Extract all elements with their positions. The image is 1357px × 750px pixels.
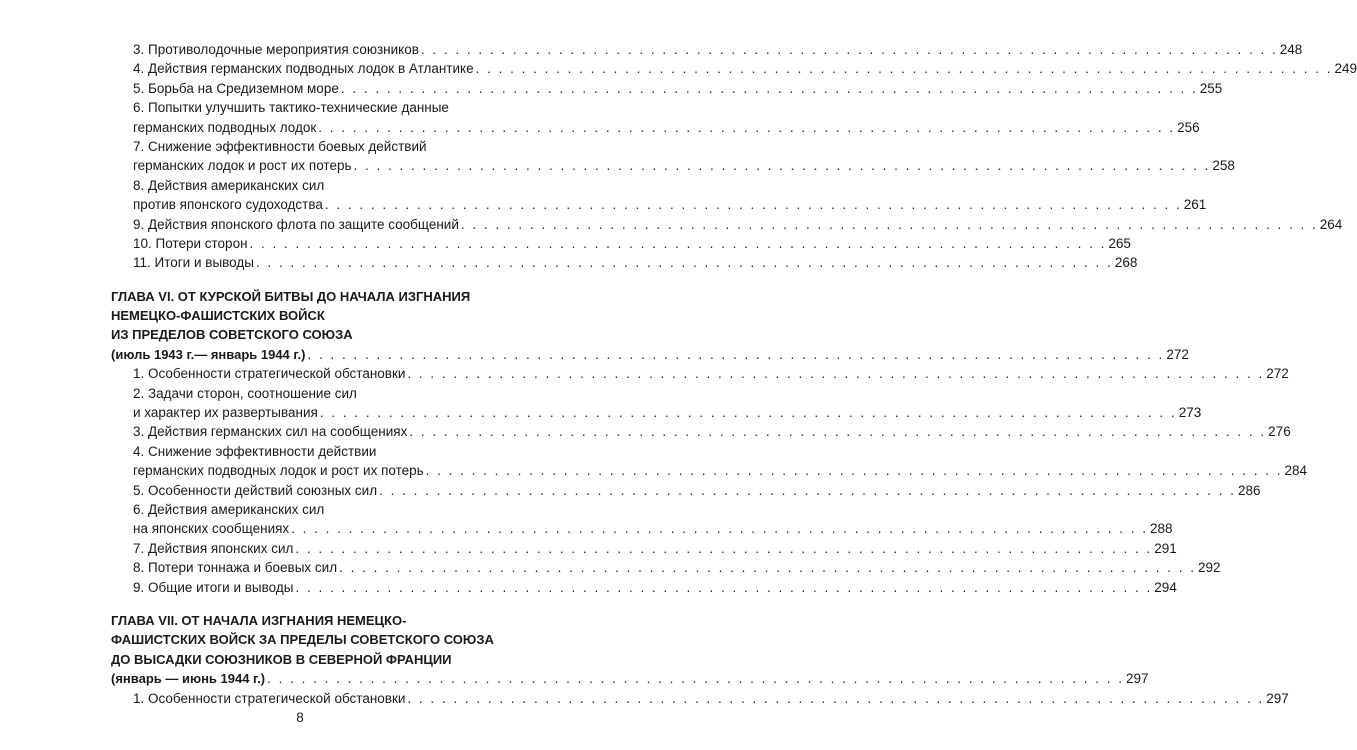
toc-leader-dots [341, 79, 1198, 98]
chapter-title-line: ИЗ ПРЕДЕЛОВ СОВЕТСКОГО СОЮЗА [111, 327, 353, 343]
chapter-period: (июль 1943 г.— январь 1944 г.) [111, 346, 306, 362]
toc-entry-title-line1: 6. Попытки улучшить тактико-технические данные [133, 100, 449, 116]
toc-entry-page: 273 [1178, 405, 1202, 421]
toc-entry [111, 519, 1173, 538]
toc-entry-page: 255 [1199, 80, 1223, 96]
toc-entry-title-line1: 7. Снижение эффективности боевых действий [133, 138, 427, 154]
chapter-period-entry [111, 669, 1149, 688]
toc-entry [111, 40, 1303, 59]
toc-entry-title-line1: 2. Задачи сторон, соотношение сил [133, 385, 357, 401]
toc-entry-title: германских подводных лодок и рост их потерь [133, 463, 424, 479]
toc-leader-dots [421, 40, 1278, 59]
toc-entry-page: 294 [1154, 579, 1177, 595]
toc-leader-dots [339, 558, 1196, 577]
toc-entry-page: 272 [1266, 366, 1289, 382]
toc-leader-dots [267, 669, 1124, 688]
toc-entry [111, 215, 1343, 234]
toc-leader-dots [250, 234, 1107, 253]
toc-entry-page: 297 [1125, 671, 1149, 687]
toc-entry-page: 249 [1334, 61, 1357, 77]
toc-entry-page: 258 [1212, 158, 1235, 174]
toc-leader-dots [409, 422, 1266, 441]
chapter-title-line: ФАШИСТСКИХ ВОЙСК ЗА ПРЕДЕЛЫ СОВЕТСКОГО СОЮЗА [111, 632, 494, 648]
toc-entry-title-line1: 8. Действия американских сил [133, 177, 325, 193]
toc-entry-page: 286 [1237, 482, 1261, 498]
toc-entry-page: 265 [1108, 235, 1131, 251]
toc-entry-title: 5. Борьба на Средиземном море [133, 80, 339, 96]
toc-entry [111, 118, 1200, 137]
toc-leader-dots [407, 364, 1264, 383]
toc-entry-title: 1. Особенности стратегической обстановки [133, 690, 406, 706]
toc-entry [111, 461, 1308, 480]
toc-entry-page: 264 [1319, 216, 1343, 232]
toc-entry-title: 3. Противолодочные мероприятия союзников [133, 42, 419, 57]
toc-leader-dots [461, 215, 1318, 234]
toc-entry-page: 261 [1183, 197, 1207, 213]
chapter-title-line: ГЛАВА VI. ОТ КУРСКОЙ БИТВЫ ДО НАЧАЛА ИЗГНАНИЯ [111, 288, 471, 304]
table-of-contents [111, 40, 1357, 708]
toc-leader-dots [379, 481, 1236, 500]
section-spacer [111, 597, 511, 611]
toc-entry-page: 256 [1177, 119, 1200, 135]
toc-entry-title: германских подводных лодок [133, 119, 317, 135]
toc-entry-title: на японских сообщениях [133, 521, 290, 537]
toc-entry-page: 292 [1197, 560, 1221, 576]
toc-entry-page: 284 [1284, 463, 1308, 479]
toc-entry-title: 8. Потери тоннажа и боевых сил [133, 560, 338, 576]
toc-entry-page: 276 [1268, 424, 1291, 440]
toc-leader-dots [325, 195, 1182, 214]
toc-entry [111, 195, 1207, 214]
chapter-title-line: НЕМЕЦКО-ФАШИСТСКИХ ВОЙСК [111, 308, 325, 324]
toc-leader-dots [318, 118, 1175, 137]
toc-entry [111, 689, 1289, 708]
toc-entry [111, 364, 1289, 383]
toc-entry [111, 558, 1221, 577]
chapter-title-line: ГЛАВА VII. ОТ НАЧАЛА ИЗГНАНИЯ НЕМЕЦКО- [111, 612, 407, 628]
toc-leader-dots [354, 156, 1211, 175]
toc-entry-title: 7. Действия японских сил [133, 540, 294, 556]
toc-entry-title: 1. Особенности стратегической обстановки [133, 366, 406, 382]
toc-entry-title: 9. Общие итоги и выводы [133, 579, 294, 595]
toc-leader-dots [295, 539, 1152, 558]
toc-entry-page: 297 [1266, 690, 1289, 706]
toc-leader-dots [476, 59, 1333, 78]
section-spacer [111, 273, 511, 287]
toc-entry-title: 10. Потери сторон [133, 235, 248, 251]
toc-leader-dots [426, 461, 1283, 480]
chapter-period-entry [111, 345, 1189, 364]
chapter-period: (январь — июнь 1944 г.) [111, 671, 266, 687]
toc-leader-dots [320, 403, 1177, 422]
toc-entry-title: 5. Особенности действий союзных сил [133, 482, 378, 498]
toc-entry-title: германских лодок и рост их потерь [133, 158, 352, 174]
toc-entry-page: 268 [1114, 255, 1138, 271]
page-number: 8 [296, 710, 304, 725]
toc-entry [111, 59, 1357, 78]
toc-entry-title-line1: 4. Снижение эффективности действии [133, 443, 377, 459]
toc-entry [111, 234, 1131, 253]
toc-entry [111, 539, 1177, 558]
toc-entry [111, 156, 1235, 175]
toc-entry [111, 253, 1138, 272]
chapter-title-line: ДО ВЫСАДКИ СОЮЗНИКОВ В СЕВЕРНОЙ ФРАНЦИИ [111, 651, 452, 667]
toc-leader-dots [407, 689, 1264, 708]
toc-entry [111, 578, 1177, 597]
toc-entry [111, 481, 1261, 500]
toc-entry-title: 3. Действия германских сил на сообщениях [133, 424, 408, 440]
toc-entry [111, 79, 1223, 98]
toc-entry-title: 4. Действия германских подводных лодок в Атлантике [133, 61, 474, 77]
toc-entry-page: 248 [1279, 42, 1303, 57]
toc-entry-page: 288 [1150, 521, 1173, 537]
toc-leader-dots [295, 578, 1152, 597]
toc-entry [111, 403, 1202, 422]
toc-entry-title: 11. Итоги и выводы [133, 255, 254, 271]
toc-leader-dots [256, 253, 1113, 272]
toc-entry [111, 422, 1291, 441]
toc-entry-title-line1: 6. Действия американских сил [133, 501, 325, 517]
toc-entry-title: и характер их развертывания [133, 405, 318, 421]
toc-entry-page: 272 [1166, 346, 1189, 362]
toc-leader-dots [307, 345, 1164, 364]
toc-entry-title: 9. Действия японского флота по защите сообщений [133, 216, 459, 232]
toc-entry-page: 291 [1154, 540, 1177, 556]
toc-entry-title: против японского судоходства [133, 197, 323, 213]
toc-leader-dots [291, 519, 1148, 538]
